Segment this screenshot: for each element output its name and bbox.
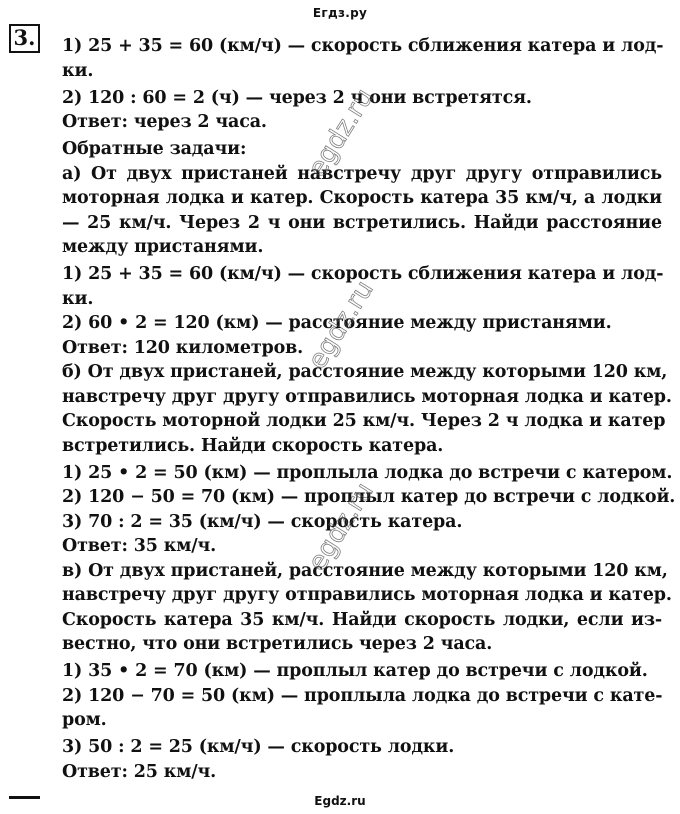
line-task-v-step-2-cont: ром. xyxy=(62,710,107,730)
line-task-v-answer: Ответ: 25 км/ч. xyxy=(62,761,217,782)
line-task-a-step-1-cont: ки. xyxy=(62,288,94,309)
line-task-b-step-3: 3) 70 : 2 = 35 (км/ч) — скорость катера. xyxy=(62,511,463,532)
line-inverse-tasks-heading: Обратные задачи: xyxy=(62,139,247,159)
task-number-badge: 3. xyxy=(9,24,40,53)
line-task-v-step-3: 3) 50 : 2 = 25 (км/ч) — скорость лодки. xyxy=(62,737,455,757)
line-task-a-answer: Ответ: 120 километров. xyxy=(62,337,304,358)
line-task-b-step-1: 1) 25 • 2 = 50 (км) — проплыла лодка до встречи с катером. xyxy=(62,462,673,483)
line-task-v-step-1: 1) 35 • 2 = 70 (км) — проплыл катер до встречи с лодкой. xyxy=(62,661,648,681)
line-task-b-3: Скорость моторной лодки 25 км/ч. Через 2 ч лодка и катер xyxy=(62,411,666,431)
line-task-v-4: вестно, что они встретились через 2 часа. xyxy=(62,634,493,654)
line-task-v-step-2: 2) 120 − 70 = 50 (км) — проплыла лодка до встречи с кате- xyxy=(62,685,663,706)
watermark-3: egdz.ru xyxy=(302,477,380,577)
line-task-v-1: в) От двух пристаней, расстояние между которыми 120 км, xyxy=(62,560,668,581)
line-solution-step-1-cont: ки. xyxy=(62,60,94,81)
site-footer: Egdz.ru xyxy=(314,794,366,808)
line-task-a-step-2: 2) 60 • 2 = 120 (км) — расстояние между пристанями. xyxy=(62,313,612,333)
line-task-a-step-1: 1) 25 + 35 = 60 (км/ч) — скорость сближения катера и лод- xyxy=(62,264,664,284)
line-task-b-1: б) От двух пристаней, расстояние между которыми 120 км, xyxy=(62,362,668,382)
site-header: Егдз.ру xyxy=(312,6,368,20)
line-task-v-2: навстречу друг другу отправились моторная лодка и катер. xyxy=(62,585,672,605)
line-task-a-3: — 25 км/ч. Через 2 ч они встретились. Найди расстояние xyxy=(62,212,662,233)
watermark-2: egdz.ru xyxy=(302,275,380,375)
line-solution-step-2: 2) 120 : 60 = 2 (ч) — через 2 ч они встретятся. xyxy=(62,87,532,108)
line-task-a-1: а) От двух пристаней навстречу друг другу отправились xyxy=(62,163,662,184)
line-task-b-2: навстречу друг другу отправились моторная лодка и катер. xyxy=(62,386,672,407)
line-answer: Ответ: через 2 часа. xyxy=(62,112,267,132)
solution-text xyxy=(62,34,676,784)
line-task-a-2: моторная лодка и катер. Скорость катера 35 км/ч, а лодки xyxy=(62,188,662,208)
line-task-b-4: встретились. Найди скорость катера. xyxy=(62,435,444,456)
line-solution-step-1: 1) 25 + 35 = 60 (км/ч) — скорость сближения катера и лод- xyxy=(62,36,664,56)
line-task-a-4: между пристанями. xyxy=(62,237,264,257)
line-task-v-3: Скорость катера 35 км/ч. Найди скорость лодки, если из- xyxy=(62,609,662,630)
line-task-b-step-2: 2) 120 − 50 = 70 (км) — проплыл катер до встречи с лодкой. xyxy=(62,487,676,507)
line-task-b-answer: Ответ: 35 км/ч. xyxy=(62,536,217,556)
watermark-1: egdz.ru xyxy=(302,83,380,183)
